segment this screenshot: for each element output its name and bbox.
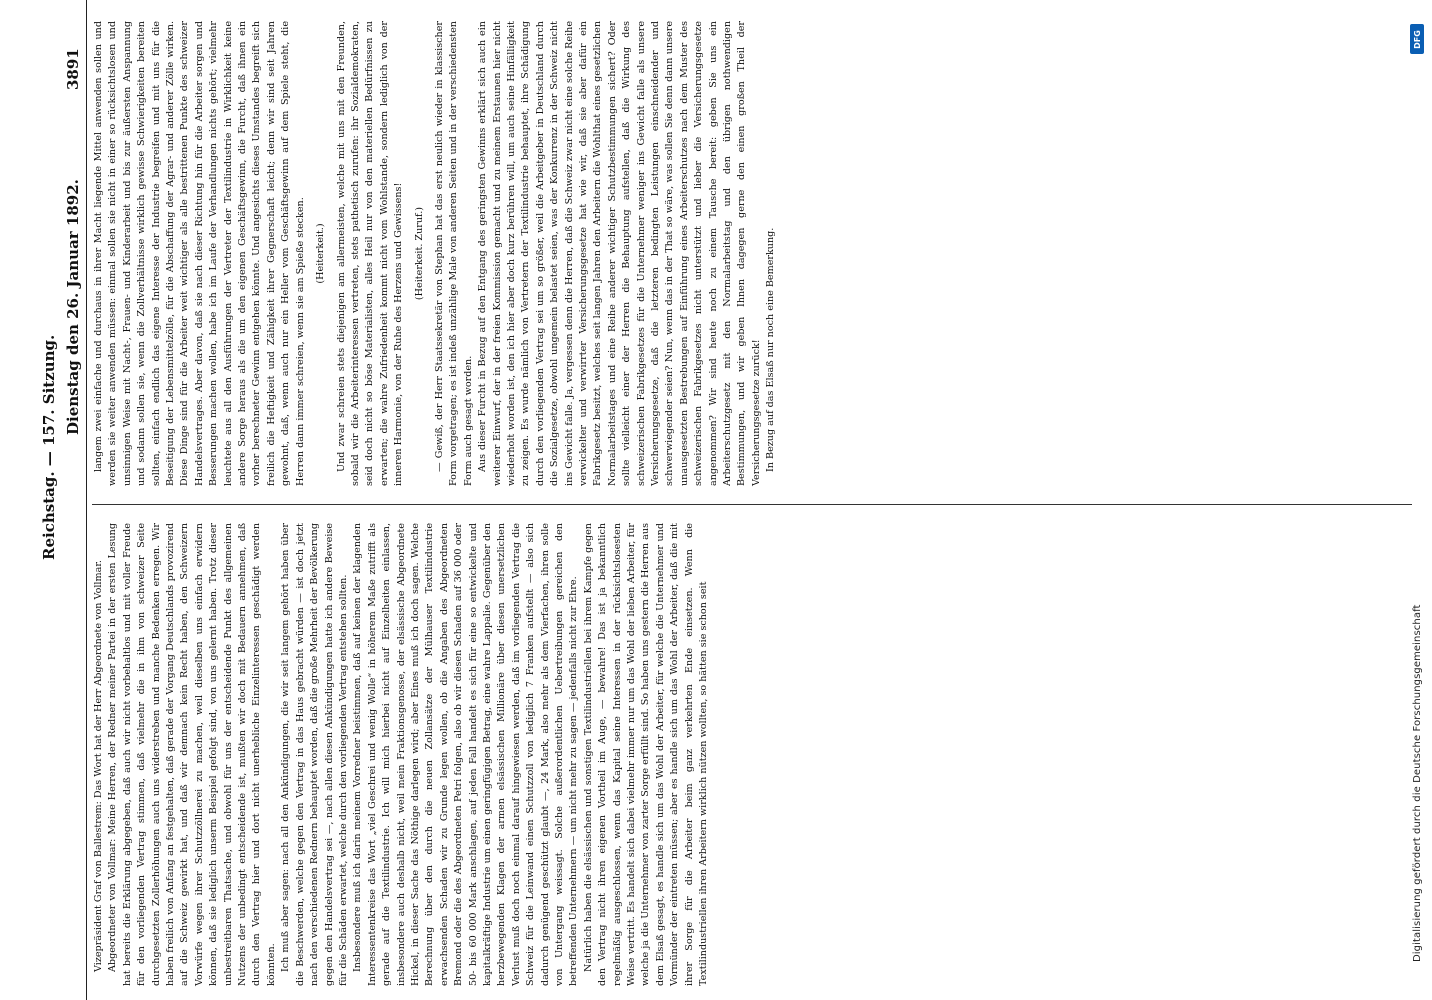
header-date: Dienstag den 26. Januar 1892.	[64, 179, 82, 435]
right-column	[92, 21, 779, 486]
left-column	[92, 523, 711, 986]
paragraph: Ich muß aber sagen: nach all den Ankündigungen, die wir seit langem gehört haben über die Beschwerden, welche gegen den Vertrag in das Haus gebracht würden — ist doch jetzt nach den verschiedenen Rednern behauptet worden, daß die große Mehrheit der Bevölkerung gegen den Handelsvertrag sei —, nach allen diesen Ankündigungen hatte ich andere Beweise für die Schäden erwartet, welche durch den vorliegenden Vertrag entstehen sollten.	[280, 523, 349, 986]
paragraph: — Gewiß, der Herr Staatssekretär von Stephan hat das erst neulich wieder in klassischer Form vorgetragen; es ist indeß unzählige Male von anderen Seiten und in der verschiedensten Form auch gesagt worden.	[433, 21, 474, 486]
paragraph: In Bezug auf das Elsaß nur noch eine Bemerkung.	[765, 227, 777, 472]
paragraph: langem zwei einfache und durchaus in ihrer Macht liegende Mittel anwenden sollen und werden sie weiter anwenden müssen: einmal sollen sie nicht in einer so rücksichtslosen und unsinnigen Weise mit Nacht-, Frauen- und Kinderarbeit und bis zur äußersten Anspannung und sodann sollen sie, wenn die Zollverhältnisse wirklich gewisse Schwierigkeiten bereiten sollten, einfach endlich das eigene Interesse der Industrie begreifen und mit uns für die Beseitigung der Lebensmittelzölle, für die Abschaffung der Agrar- und anderer Zölle wirken. Diese Dinge sind für die Arbeiter weit wichtiger als alle bestrittenen Punkte des schweizer Handelsvertrages. Aber davon, daß sie nach dieser Richtung hin für die Arbeiter sorgen und Besserungen machen wollen, habe ich im Laufe der Verhandlungen nichts gehört; vielmehr leuchtete aus all den Ausführungen der Vertreter der Textilindustrie in Wirklichkeit keine andere Sorge heraus als die um den eigenen Geschäftsgewinn, die Furcht, daß ihnen ein vorher berechneter Gewinn entgehen könnte. Und angesichts dieses Umstandes begreift sich freilich die Heftigkeit und Zähigkeit ihrer Gegnerschaft leicht; denn wir sind seit Jahren gewohnt, daß, wenn auch nur ein Heller vom Geschäftsgewinn auf dem Spiele steht, die Herren dann immer schreien, wenn sie am Spieße stecken.	[93, 21, 306, 486]
paragraph: Insbesondere muß ich darin meinem Vorredner beistimmen, daß auf keinen der klagenden Interessentenkreise das Wort „viel Geschrei und wenig Wolle“ in höherem Maße zutrifft als gerade auf die Textilindustrie. Ich will mich hierbei nicht auf Einzelheiten einlassen, insbesondere auch deshalb nicht, weil mein Fraktionsgenosse, der elsässische Abgeordnete Hickel, in dieser Sache das Nöthige darlegen wird; aber Eines muß ich doch sagen. Welche Berechnung über den durch die neuen Zollansätze der Mülhauser Textilindustrie erwachsenden Schaden wir zu Grunde legen wollen, ob die Angaben des Abgeordneten Bremond oder die des Abgeordneten Petri folgen, also ob wir diesen Schaden auf 36 000 oder 50- bis 60 000 Mark anschlagen, auf jeden Fall handelt es sich für eine so entwickelte und kapitalkräftige Industrie um einen geringfügigen Betrag, eine wahre Lappalie. Gegenüber den herzbewegenden Klagen der armen elsässischen Millionäre über diesen unersetzlichen Verlust muß doch noch einmal darauf hingewiesen werden, daß im vorliegenden Vertrag die Schweiz für die Leinwand einen Schutzzoll von lediglich 7 Franken aufstellt — also sich dadurch genügend geschützt glaubt —, 24 Mark, also mehr als dem Vierfachen, ihren solle von Untergang weissagt. Solche außerordentlichen Uebertreibungen gereichen den betreffenden Unternehmern — um nicht mehr zu sagen — jedenfalls nicht zur Ehre.	[352, 523, 580, 986]
paragraph: Abgeordneter von Vollmar: Meine Herren, der Redner meiner Partei in der ersten Lesung hat bereits die Erklärung abgegeben, daß auch wir nicht vorbehaltlos und mit voller Freude für den vorliegenden Vertrag stimmen, daß vielmehr die in ihm von schweizer Seite durchgesetzten Zollerhöhungen auch uns widerstreben und manche Bedenken erregen. Wir haben freilich von Anfang an festgehalten, daß gerade der Vorgang Deutschlands provozirend auf die Schweiz gewirkt hat, und daß wir demnach kein Recht haben, den Schweizern Vorwürfe wegen ihrer Schutzzöllnerei zu machen, weil dieselben uns einfach erwidern können, daß sie lediglich unserm Beispiel gefolgt sind, von uns gelernt haben. Trotz dieser unbestreitbaren Thatsache, und obwohl für uns der entscheidende Punkt des allgemeinen Nutzens der unbedingt entscheidende ist, mußten wir doch mit Bedauern annehmen, daß durch den Vertrag hier und dort nicht unerhebliche Einzelinteressen geschädigt werden könnten.	[107, 523, 277, 986]
dfg-funding-note: Digitalisierung gefördert durch die Deutsche Forschungsgemeinschaft	[1412, 604, 1423, 962]
dfg-logo: DFG	[1410, 24, 1424, 54]
paragraph: Und zwar schreien stets diejenigen am allermeisten, welche mit uns mit den Freunden, sobald wir die Arbeiterinteressen vertreten, stets pathetisch zurufen: ihr Sozialdemokraten, seid doch nicht so böse Materialisten, alles Heil nur von den materiellen Bedürfnissen zu erwarten; die wahre Zufriedenheit kommt nicht vom Wohlstande, sondern lediglich von der inneren Harmonie, von der Ruhe des Herzens und Gewissens!	[335, 21, 405, 486]
paragraph: Natürlich haben die elsässischen und sonstigen Textilindustriellen bei ihrem Kampfe gegen den Vertrag nicht ihren eigenen Vortheil im Auge, — bewahre! Das ist ja bekanntlich regelmäßig ausgeschlossen, wenn das Kapital seine Interessen in der rücksichtslosesten Weise vertritt. Es handelt sich dabei vielmehr immer nur um das Wohl der lieben Arbeiter, für welche ja die Unternehmer von zarter Sorge erfüllt sind. So haben uns gestern die Herren aus dem Elsaß gesagt, es handle sich um das Wohl der Arbeiter, für welche die Unternehmer und Vormünder der eintreten müssen; aber es handle sich um das Wohl der Arbeiter, daß die mit ihrer Sorge für die Arbeiter beim ganz verkehrten Ende einsetzen. Wenn die Textilindustriellen ihren Arbeitern wirklich nützen wollten, so hätten sie schon seit	[582, 523, 710, 986]
paragraph: Vizepräsident Graf von Ballestrem: Das Wort hat der Herr Abgeordnete von Vollmar.	[93, 560, 104, 972]
running-header: Reichstag. — 157. Sitzung.	[40, 334, 58, 560]
paragraph: Aus dieser Furcht in Bezug auf den Entgang des geringsten Gewinns erklärt sich auch ein weiterer Einwurf, der in der freien Kommission gemacht und zu meinem Erstaunen hier nicht wiederholt worden ist, den ich hier aber doch kurz berühren will, um auch seine Hinfälligkeit zu zeigen. Es wurde nämlich von Vertretern der Textilindustrie behauptet, ihre Schädigung durch den vorliegenden Vertrag sei um so größer, weil die Arbeitgeber in Deutschland durch die Sozialgesetze, obwohl ungemein belastet seien, was der Konkurrenz in der Schweiz nicht ins Gewicht falle. Ja, vergessen denn die Herren, daß die Schweiz zwar nicht eine solche Reihe verwickelter und verwirrter Versicherungsgesetze hat wie wir, daß sie aber dafür ein Fabrikgesetz besitzt, welches seit langen Jahren den Arbeitern die Wohlthat eines gesetzlichen Normalarbeitstages und eine Reihe anderer wichtiger Schutzbestimmungen sichert? Oder sollte vielleicht einer der Herren die Behauptung aufstellen, daß die Wirkung des schweizerischen Fabrikgesetzes für die Unternehmer weniger ins Gewicht falle als unsere Versicherungsgesetze, daß die letzteren bedingten Leistungen einschneidender und schwerwiegender seien? Nun, wenn das in der That so wäre, was sollen Sie denn dann unsere unausgesetzten Bestrebungen auf Einführung eines Arbeiterschutzes nach dem Muster des schweizerischen Fabrikgesetzes nicht unterstützt und lieber die Versicherungsgesetze angenommen? Wir sind heute noch zu einem Tausche bereit: geben Sie uns ein Arbeiterschutzgesetz mit den Normalarbeitstag und den übrigen nothwendigen Bestimmungen, und wir geben Ihnen dagegen gerne den einen großen Theil der Versicherungsgesetze zurück!	[477, 21, 762, 486]
stage-direction: (Heiterkeit.)	[315, 223, 327, 284]
page-number: 3891	[64, 48, 82, 90]
column-divider	[92, 504, 1412, 505]
stage-direction: (Heiterkeit. Zuruf.)	[413, 206, 425, 301]
header-rule	[86, 0, 87, 1000]
